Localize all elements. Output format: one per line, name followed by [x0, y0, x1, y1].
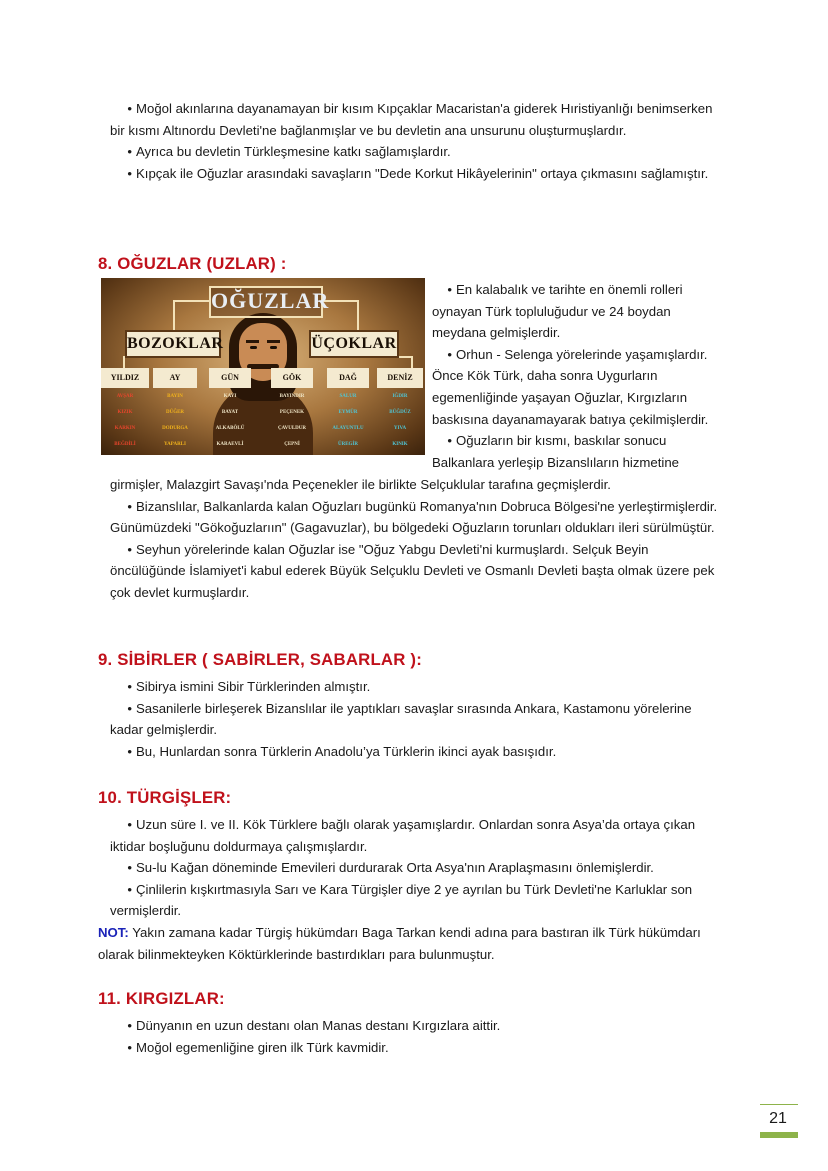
figure-eye	[270, 346, 277, 349]
bullet-icon: •	[127, 881, 132, 897]
bullet-icon: •	[447, 433, 452, 449]
text-line	[110, 474, 722, 496]
connector-line	[357, 300, 359, 330]
figure-cell: BÜĞDÜZ	[389, 410, 411, 415]
figure-column-head: GÖK	[271, 368, 313, 388]
connector-line	[173, 300, 209, 302]
figure-column-head: GÜN	[209, 368, 251, 388]
text-line	[432, 344, 732, 366]
bullet-icon: •	[127, 1039, 132, 1055]
bullet-item	[110, 698, 722, 741]
kirgizlar-bullets	[110, 1015, 722, 1058]
text-fragment: Orhun - Selenga yörelerinde yaşamışlardır.	[456, 346, 708, 362]
figure-cell: BAYIN	[167, 394, 183, 399]
bullet-text: Bu, Hunlardan sonra Türklerin Anadolu’ya Türklerin ikinci ayak basışıdır.	[136, 743, 557, 759]
bullet-item	[110, 676, 722, 698]
figure-cell: IĞDIR	[392, 394, 408, 399]
figure-cell: BEĞDİLİ	[114, 442, 136, 447]
figure-cell: ALAYUNTLU	[332, 426, 364, 431]
bullet-item	[110, 814, 722, 857]
bullet-item	[110, 496, 722, 539]
figure-column-head: DENİZ	[377, 368, 423, 388]
bullet-item	[110, 879, 722, 922]
page-number: 21	[769, 1110, 787, 1127]
bullet-icon: •	[127, 165, 132, 181]
bullet-text: Su-lu Kağan döneminde Emevileri durdurarak Orta Asya'nın Araplaşmasını önlemişlerdir.	[136, 860, 654, 876]
bullet-text: Seyhun yörelerinde kalan Oğuzlar ise "Oğuz Yabgu Devleti'ni kurmuşlardı. Selçuk Beyin öncülüğünde İslamiyet'i kabul ederek Büyük Selçuklu Devleti ve Osmanlı Devleti başta olmak üzere pek çok devlet kurmuşlardır.	[110, 541, 715, 600]
bullet-text: Moğol akınlarına dayanamayan bir kısım Kıpçaklar Macaristan'a giderek Hıristiyanlığı benimserken bir kısmı Altınordu Devleti'ne bağlanmışlar ve bu devletin ana unsurunu oluşturmuşlardır.	[110, 101, 713, 138]
figure-cell: ÇEPNİ	[284, 442, 300, 447]
bullet-item	[110, 539, 722, 604]
text-fragment: En kalabalık ve tarihte en önemli rolleri	[456, 282, 683, 297]
text-line: egemenliğinde yaşayan Oğuzlar, Kırgızların	[432, 389, 688, 405]
page-number-rule	[760, 1104, 798, 1105]
bullet-item	[110, 1015, 722, 1037]
figure-cell: PEÇENEK	[279, 410, 305, 415]
note-label: NOT:	[98, 925, 129, 940]
bullet-text: Ayrıca bu devletin Türkleşmesine katkı sağlamışlardır.	[136, 144, 451, 160]
note-text: Yakın zamana kadar Türgiş hükümdarı Baga Tarkan kendi adına para bastıran ilk Türk hükümdarı olarak bilinmekteyken Köktürklerinde bastırdıkları para bulunmuştur.	[98, 925, 701, 962]
bullet-text: Dünyanın en uzun destanı olan Manas destanı Kırgızlara aittir.	[136, 1018, 501, 1033]
figure-cell: KARAEVLİ	[216, 442, 244, 447]
bullet-icon: •	[447, 282, 452, 297]
sibirler-bullets	[110, 676, 722, 762]
figure-cell: BAYINDIR	[279, 394, 305, 399]
section-heading-oguzlar: 8. OĞUZLAR (UZLAR) :	[98, 254, 287, 273]
bullet-icon: •	[127, 743, 132, 759]
figure-cell: YAPARLI	[164, 442, 186, 447]
bullet-text: Uzun süre I. ve II. Kök Türklere bağlı olarak yaşamışlardır. Onlardan sonra Asya’da ortaya çıkan iktidar boşluğunu doldurmaya çalışmışlardır.	[110, 817, 696, 854]
bullet-icon: •	[127, 498, 132, 514]
bullet-icon: •	[127, 817, 132, 832]
bullet-icon: •	[127, 679, 132, 694]
text-line: baskısına dayanamayarak batıya çekilmişlerdir.	[432, 411, 709, 427]
figure-column-head: AY	[153, 368, 197, 388]
bullet-item	[110, 857, 722, 879]
bullet-icon: •	[127, 700, 132, 716]
bullet-item	[110, 98, 722, 141]
text-fragment: Oğuzların bir kısmı, baskılar sonucu	[456, 433, 667, 449]
figure-cell: ÜREGİR	[337, 442, 358, 447]
figure-cell: KIZIK	[117, 410, 133, 415]
text-line	[432, 279, 732, 301]
page-number-bar	[760, 1132, 798, 1138]
oguzlar-side-text	[432, 279, 732, 473]
text-fragment: girmişler, Malazgirt Savaşı'nda Peçenekler ile birlikte Selçuklular tarafına geçmişlerdir.	[110, 477, 611, 492]
bullet-icon: •	[447, 346, 452, 362]
figure-cell: DÜĞER	[165, 410, 185, 415]
oguzlar-figure	[101, 278, 425, 455]
bullet-text: Sibirya ismini Sibir Türklerinden almıştır.	[136, 679, 371, 694]
bullet-text: Sasanilerle birleşerek Bizanslılar ile yaptıkları savaşlar sırasında Ankara, Kastamonu yörelerine kadar gelmişlerdir.	[110, 700, 692, 738]
oguzlar-body	[110, 474, 722, 604]
bullet-icon: •	[127, 1018, 132, 1033]
section-heading-sibirler: 9. SİBİRLER ( SABİRLER, SABARLAR ):	[98, 650, 422, 669]
figure-cell: KARKIN	[114, 426, 136, 431]
bullet-icon: •	[127, 144, 132, 160]
bullet-icon: •	[127, 541, 132, 557]
figure-cell: ÇAVULDUR	[278, 426, 306, 431]
connector-line	[173, 300, 175, 330]
figure-cell: ALKABÖLÜ	[215, 426, 245, 431]
figure-column-head: DAĞ	[327, 368, 369, 388]
intro-bullets	[110, 98, 722, 184]
bullet-text: Moğol egemenliğine giren ilk Türk kavmidir.	[136, 1039, 389, 1055]
text-line: Önce Kök Türk, daha sonra Uygurların	[432, 368, 658, 384]
figure-eye	[250, 346, 257, 349]
bullet-item	[110, 163, 722, 185]
figure-column-head: YILDIZ	[101, 368, 149, 388]
figure-cell: YIVA	[393, 426, 407, 431]
bullet-icon: •	[127, 101, 132, 116]
bullet-text: Bizanslılar, Balkanlarda kalan Oğuzları bugünkü Romanya'nın Dobruca Bölgesi'ne yerleştirmişlerdir. Günümüzdeki "Gökoğuzlarıın" (Gagavuzlar), bu bölgedeki Oğuzların torunları oldukları ileri sürülmüştür.	[110, 498, 718, 536]
turgisler-bullets	[110, 814, 722, 922]
bullet-text: Kıpçak ile Oğuzlar arasındaki savaşların "Dede Korkut Hikâyelerinin" ortaya çıkmasını sağlamıştır.	[136, 165, 709, 181]
bozoklar-box: BOZOKLAR	[125, 330, 221, 358]
section-heading-kirgizlar: 11. KIRGIZLAR:	[98, 989, 225, 1008]
text-line: meydana gelmişlerdir.	[432, 325, 561, 341]
text-line: oynayan Türk topluluğudur ve 24 boydan	[432, 303, 671, 319]
figure-cell: EYMÜR	[338, 410, 358, 415]
figure-title: OĞUZLAR	[209, 286, 323, 318]
figure-brow	[246, 340, 259, 343]
text-line: Balkanlara yerleşip Bizanslıların hizmetine	[432, 454, 680, 470]
bullet-item	[110, 741, 722, 763]
ucoklar-box: ÜÇOKLAR	[309, 330, 399, 358]
bullet-icon: •	[127, 860, 132, 876]
connector-line	[411, 356, 413, 368]
note-paragraph	[98, 922, 722, 965]
figure-cell: BAYAT	[221, 410, 239, 415]
figure-cell: DODURGA	[162, 426, 188, 431]
figure-cell: AVŞAR	[116, 394, 134, 399]
bullet-item	[110, 1037, 722, 1059]
bullet-text: Çinlilerin kışkırtmasıyla Sarı ve Kara Türgişler diye 2 ye ayrılan bu Türk Devleti'ne Karluklar son vermişlerdir.	[110, 881, 693, 919]
figure-cell: SALUR	[339, 394, 357, 399]
figure-cell: KAYI	[223, 394, 237, 399]
bullet-item	[110, 141, 722, 163]
figure-brow	[267, 340, 280, 343]
text-line	[432, 430, 732, 452]
section-heading-turgisler: 10. TÜRGİŞLER:	[98, 788, 232, 807]
figure-cell: KINIK	[392, 442, 408, 447]
